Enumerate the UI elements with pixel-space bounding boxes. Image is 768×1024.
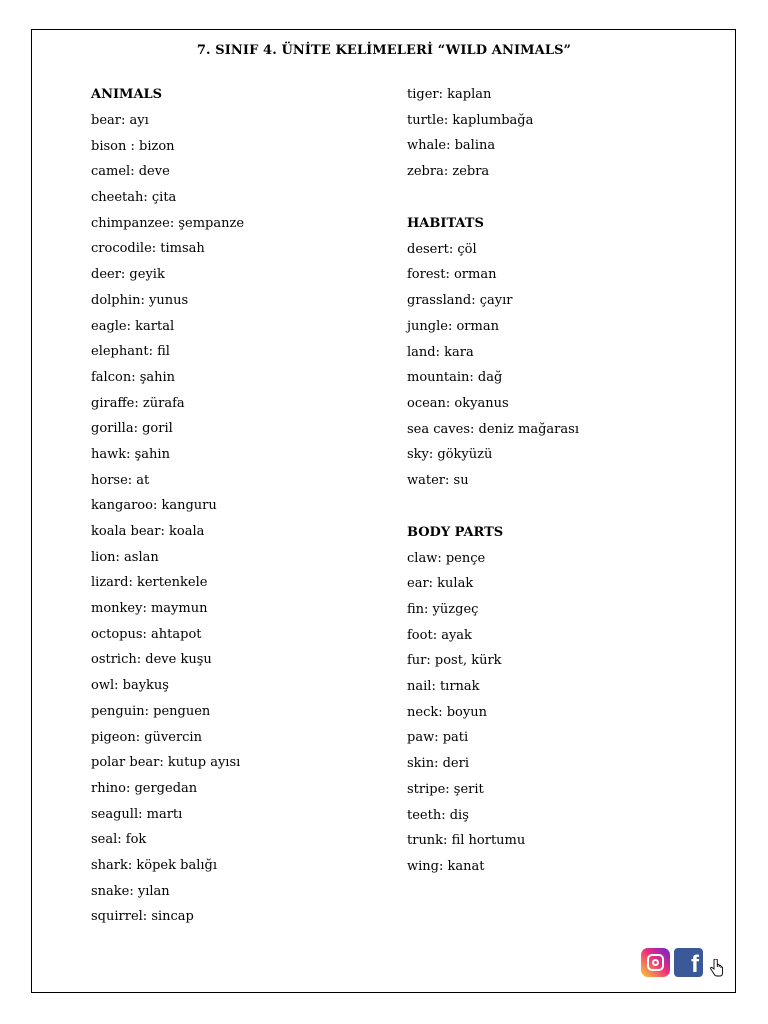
vocab-entry: monkey: maymun xyxy=(91,601,208,617)
vocab-entry: giraffe: zürafa xyxy=(91,395,185,411)
vocab-entry: foot: ayak xyxy=(407,627,472,643)
vocab-entry: chimpanzee: şempanze xyxy=(91,215,245,231)
vocab-entry: tiger: kaplan xyxy=(407,87,492,102)
vocab-entry: zebra: zebra xyxy=(407,164,490,180)
vocab-entry: owl: baykuş xyxy=(91,678,169,694)
vocab-entry: neck: boyun xyxy=(407,704,487,720)
vocab-entry: desert: çöl xyxy=(407,241,477,257)
vocab-entry: kangaroo: kanguru xyxy=(91,498,217,514)
animals-list xyxy=(91,111,391,933)
vocab-entry: penguin: penguen xyxy=(91,703,211,719)
vocab-entry: horse: at xyxy=(91,472,150,488)
body-parts-heading: BODY PARTS xyxy=(407,524,504,540)
vocab-entry: eagle: kartal xyxy=(91,318,175,334)
vocab-entry: land: kara xyxy=(407,344,474,360)
vocab-entry: seagull: martı xyxy=(91,806,183,822)
vocab-entry: claw: pençe xyxy=(407,550,486,566)
vocab-entry: gorilla: goril xyxy=(91,421,173,437)
vocab-entry: dolphin: yunus xyxy=(91,292,189,308)
vocab-entry: snake: yılan xyxy=(91,883,170,899)
facebook-icon[interactable]: f xyxy=(674,948,703,977)
vocab-entry: seal: fok xyxy=(91,832,147,848)
vocab-entry: falcon: şahin xyxy=(91,369,176,385)
habitats-list xyxy=(407,240,707,497)
vocab-entry: ear: kulak xyxy=(407,576,474,592)
vocab-entry: bison : bizon xyxy=(91,138,175,154)
vocab-entry: pigeon: güvercin xyxy=(91,729,202,745)
vocab-entry: fur: post, kürk xyxy=(407,653,502,669)
vocab-entry: polar bear: kutup ayısı xyxy=(91,755,241,771)
body-parts-list xyxy=(407,549,707,883)
vocab-entry: sky: gökyüzü xyxy=(407,447,493,463)
vocab-entry: teeth: diş xyxy=(407,807,469,823)
vocab-entry: koala bear: koala xyxy=(91,524,205,539)
vocab-entry: whale: balina xyxy=(407,138,496,154)
vocab-entry: ocean: okyanus xyxy=(407,395,509,411)
vocab-entry: mountain: dağ xyxy=(407,370,503,386)
animals-continued-section xyxy=(407,85,707,188)
vocab-entry: water: su xyxy=(407,472,469,488)
vocab-entry: grassland: çayır xyxy=(407,293,513,309)
vocab-entry: lion: aslan xyxy=(91,549,159,565)
vocab-entry: deer: geyik xyxy=(91,267,165,283)
vocab-entry: shark: köpek balığı xyxy=(91,857,217,873)
vocab-entry: wing: kanat xyxy=(407,858,485,874)
vocab-entry: hawk: şahin xyxy=(91,446,170,462)
vocab-entry: forest: orman xyxy=(407,267,497,283)
vocab-entry: bear: ayı xyxy=(91,113,149,128)
vocab-entry: fin: yüzgeç xyxy=(407,602,479,617)
vocab-entry: octopus: ahtapot xyxy=(91,626,202,642)
page-title: 7. SINIF 4. ÜNİTE KELİMELERİ “WILD ANIMALS” xyxy=(196,43,572,58)
vocab-entry: jungle: orman xyxy=(407,318,499,334)
animals-section xyxy=(91,85,391,933)
vocab-entry: stripe: şerit xyxy=(407,781,484,797)
vocab-entry: rhino: gergedan xyxy=(91,780,198,796)
instagram-icon[interactable] xyxy=(641,948,670,977)
vocab-entry: cheetah: çita xyxy=(91,190,177,206)
vocab-entry: nail: tırnak xyxy=(407,679,480,695)
vocab-entry: crocodile: timsah xyxy=(91,241,205,257)
social-icons xyxy=(641,948,724,977)
vocab-entry: paw: pati xyxy=(407,730,469,746)
vocab-entry: elephant: fil xyxy=(91,344,170,360)
habitats-section xyxy=(407,214,707,497)
habitats-heading: HABITATS xyxy=(407,215,484,231)
vocab-entry: ostrich: deve kuşu xyxy=(91,652,212,668)
vocab-entry: sea caves: deniz mağarası xyxy=(407,421,579,437)
vocab-entry: turtle: kaplumbağa xyxy=(407,112,534,128)
animals-continued-list xyxy=(407,85,707,188)
vocab-entry: squirrel: sincap xyxy=(91,909,194,925)
left-column xyxy=(91,85,391,933)
right-column xyxy=(407,85,707,883)
vocab-entry: camel: deve xyxy=(91,164,170,180)
vocab-entry: trunk: fil hortumu xyxy=(407,833,526,849)
vocab-entry: skin: deri xyxy=(407,756,469,772)
pointer-hand-icon xyxy=(708,959,724,977)
vocab-entry: lizard: kertenkele xyxy=(91,575,208,591)
body-parts-section xyxy=(407,523,707,883)
animals-heading: ANIMALS xyxy=(91,87,163,102)
